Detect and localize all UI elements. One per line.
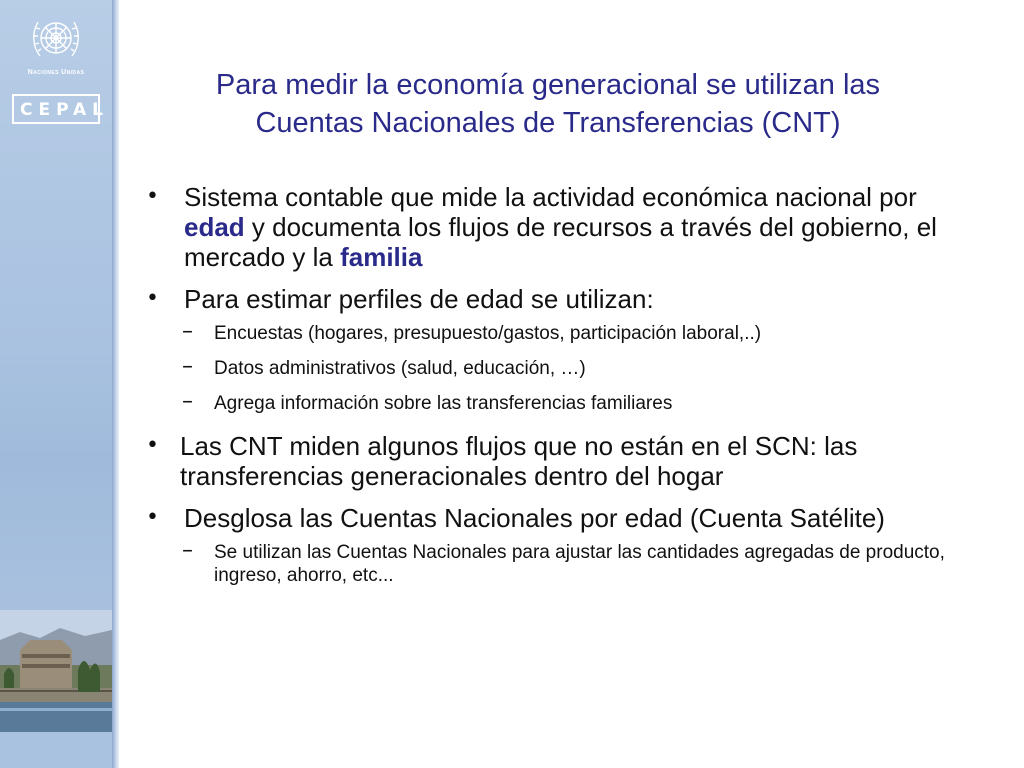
sidebar-banner <box>0 0 112 768</box>
sidebar-edge <box>112 0 119 768</box>
un-emblem-icon <box>26 12 86 66</box>
sub-bullet-text: Datos administrativos (salud, educación, …) <box>214 358 586 379</box>
bullet-item <box>140 182 980 272</box>
sub-bullet-item <box>140 389 980 415</box>
slide-title <box>130 66 966 142</box>
bullet-text: Para estimar perfiles de edad se utilizan: <box>184 284 654 314</box>
bullet-text: Desglosa las Cuentas Nacionales por edad (Cuenta Satélite) <box>184 503 885 533</box>
slide-body <box>140 182 980 599</box>
cepal-logo <box>12 94 109 124</box>
bullet-icon: • <box>146 184 159 209</box>
sub-bullet-text: Se utilizan las Cuentas Nacionales para ajustar las cantidades agregadas de producto, ingreso, ahorro, etc... <box>214 542 945 586</box>
dash-icon: – <box>182 354 193 379</box>
bullet-text: Las CNT miden algunos flujos que no están en el SCN: las transferencias generacionales dentro del hogar <box>180 431 858 491</box>
sub-bullet-text: Agrega información sobre las transferencias familiares <box>214 393 673 414</box>
bullet-icon: • <box>146 505 159 530</box>
bullet-text: y documenta los flujos de recursos a través del gobierno, el mercado y la <box>184 212 937 272</box>
dash-icon: – <box>182 538 193 563</box>
dash-icon: – <box>182 389 193 414</box>
sub-bullet-item <box>140 538 980 587</box>
bullet-text: Sistema contable que mide la actividad económica nacional por <box>184 182 917 212</box>
highlight-text: familia <box>340 242 423 272</box>
bullet-item <box>140 503 980 533</box>
bullet-icon: • <box>146 286 159 311</box>
cepal-wordmark: CEPAL <box>20 100 109 120</box>
un-label: Naciones Unidas <box>27 69 85 76</box>
title-line-1: Para medir la economía generacional se utilizan las <box>215 69 881 101</box>
building-photo <box>0 610 112 768</box>
bullet-item <box>140 284 980 314</box>
bullet-item <box>140 431 980 491</box>
highlight-text: edad <box>184 212 245 242</box>
sub-bullet-item <box>140 319 980 345</box>
sub-bullet-text: Encuestas (hogares, presupuesto/gastos, participación laboral,..) <box>214 323 762 344</box>
bullet-icon: • <box>146 433 159 458</box>
dash-icon: – <box>182 319 193 344</box>
title-line-2: Cuentas Nacionales de Transferencias (CNT) <box>255 107 841 139</box>
sub-bullet-item <box>140 354 980 380</box>
